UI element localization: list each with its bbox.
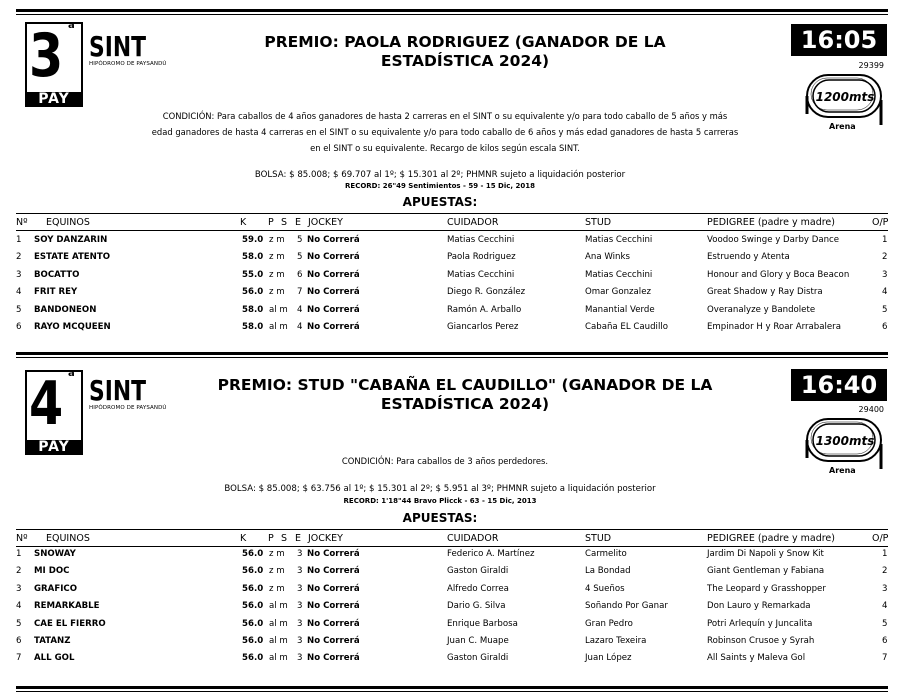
coat: al [269,601,277,612]
weight: 56.0 [242,287,264,298]
stud: Ana Winks [585,252,630,263]
sex: m [279,304,288,315]
coat: z [269,583,274,594]
horse-name: TATANZ [34,636,71,646]
post-position: 3 [882,269,888,280]
weight: 58.0 [242,304,264,315]
horse-name: BANDONEON [34,304,97,315]
horse-name: GRAFICO [34,583,78,594]
race-condition: CONDICIÓN: Para caballos de 3 años perdedores. [341,456,549,466]
age: 3 [297,653,303,664]
trainer: Enrique Barbosa [447,618,518,629]
age: 3 [297,601,303,612]
age: 3 [297,566,303,577]
entry-number: 2 [16,566,22,577]
horse-name: MI DOC [34,566,70,577]
jockey: No Correrá [307,653,360,664]
age: 5 [297,235,303,245]
weight: 56.0 [242,583,264,594]
stud: 4 Sueños [585,583,625,594]
race-ordinal: a [68,20,75,31]
race-number: 4 [29,369,64,439]
entry-number: 5 [16,304,22,315]
coat: z [269,252,274,263]
weight: 56.0 [242,653,264,664]
table-row [16,581,888,598]
trainer: Paola Rodriguez [447,252,516,263]
coat: z [269,235,274,245]
jockey: No Correrá [307,583,360,594]
weight: 55.0 [242,269,264,280]
stud: Omar Gonzalez [585,287,651,298]
purse-info: BOLSA: $ 85.008; $ 69.707 al 1º; $ 15.301 al 2º; PHMNR sujeto a liquidación posterior [254,170,626,180]
race-id: 29399 [858,61,884,70]
coat-sex [269,636,288,646]
entries-header: Nº EQUINOS K P S E JOCKEY CUIDADOR STUD PEDIGREE (padre y madre) O/P [16,217,889,228]
weight: 59.0 [242,235,264,245]
entry-number: 6 [16,322,22,332]
track-record: RECORD: 1'18"44 Bravo Plicck - 63 - 15 Dic, 2013 [343,497,537,505]
post-position: 6 [882,322,888,332]
coat: al [269,304,277,315]
trainer: Matias Cecchini [447,269,515,280]
stud: Cabaña EL Caudillo [585,322,668,332]
weight: 56.0 [242,636,264,646]
horse-name: ESTATE ATENTO [34,252,111,263]
pedigree: Don Lauro y Remarkada [707,601,811,612]
trainer: Juan C. Muape [447,636,509,646]
weight: 56.0 [242,566,264,577]
coat: z [269,566,274,577]
pedigree: Robinson Crusoe y Syrah [707,636,815,646]
trainer: Matias Cecchini [447,235,515,245]
pay-label: PAY [25,92,83,107]
trainer: Gaston Giraldi [447,566,509,577]
pedigree: Overanalyze y Bandolete [707,304,816,315]
sex: m [276,269,285,280]
horse-name: SNOWAY [34,549,76,559]
bottom-rule-thick [16,686,888,689]
post-position: 1 [882,235,888,245]
table-row [16,633,888,650]
pedigree: Potri Arlequín y Juncalita [707,618,813,629]
pedigree: The Leopard y Grasshopper [707,583,826,594]
sex: m [276,287,285,298]
stud: Carmelito [585,549,627,559]
bottom-rule-thin [16,691,888,692]
entry-number: 6 [16,636,22,646]
post-position: 7 [882,653,888,664]
race-title: PREMIO: STUD "CABAÑA EL CAUDILLO" (GANADOR DE LA ESTADÍSTICA 2024) [217,376,713,413]
sex: m [279,636,288,646]
pedigree: Honour and Glory y Boca Beacon [707,269,850,280]
post-position: 1 [882,549,888,559]
sint-logo: SINT HIPÓDROMO DE PAYSANDÚ [89,30,167,67]
sex: m [276,252,285,263]
coat: al [269,636,277,646]
weight: 56.0 [242,618,264,629]
entry-number: 7 [16,653,22,664]
distance-label: 1200mts [815,90,875,104]
post-position: 4 [882,287,888,298]
entry-number: 1 [16,235,22,245]
distance-label: 1300mts [815,434,875,448]
post-position: 6 [882,636,888,646]
weight: 58.0 [242,322,264,332]
sex: m [279,618,288,629]
stud: Matias Cecchini [585,235,653,245]
horse-name: ALL GOL [34,653,75,664]
jockey: No Correrá [307,636,360,646]
post-position: 4 [882,601,888,612]
bets-heading: APUESTAS: [402,195,478,209]
coat-sex [269,566,285,576]
post-position: 3 [882,583,888,594]
pedigree: Giant Gentleman y Fabiana [707,566,825,577]
stud: Juan López [585,653,632,664]
sex: m [279,322,288,332]
coat-sex [269,619,288,629]
surface-label: Arena [829,466,856,475]
entries-header: Nº EQUINOS K P S E JOCKEY CUIDADOR STUD PEDIGREE (padre y madre) O/P [16,533,889,544]
trainer: Dario G. Silva [447,601,506,612]
pedigree: Empinador H y Roar Arrabalera [707,322,841,332]
jockey: No Correrá [307,235,360,245]
sex: m [279,653,288,664]
table-row [16,563,888,580]
stud: Lazaro Texeira [585,636,647,646]
table-row [16,616,888,633]
stud: Gran Pedro [585,618,633,629]
trainer: Alfredo Correa [447,583,509,594]
jockey: No Correrá [307,287,360,298]
sint-logo: SINT HIPÓDROMO DE PAYSANDÚ [89,374,167,411]
coat: al [269,322,277,332]
coat-sex [269,584,285,594]
purse-info: BOLSA: $ 85.008; $ 63.756 al 1º; $ 15.301 al 2º; $ 5.951 al 3º; PHMNR sujeto a liquidación posterior [224,484,656,494]
coat: al [269,653,277,664]
horse-name: BOCATTO [34,269,80,280]
coat: al [269,618,277,629]
table-row [16,598,888,615]
trainer: Diego R. González [447,287,526,298]
coat: z [269,549,274,559]
pedigree: Voodoo Swinge y Darby Dance [707,235,840,245]
stud: Soñando Por Ganar [585,601,668,612]
entry-number: 5 [16,618,22,629]
entry-number: 1 [16,549,22,559]
post-position: 5 [882,304,888,315]
weight: 56.0 [242,549,264,559]
post-position: 2 [882,252,888,263]
sex: m [276,583,285,594]
age: 3 [297,549,303,559]
age: 5 [297,252,303,263]
race-id: 29400 [858,405,884,414]
age: 3 [297,618,303,629]
track-distance-icon [805,414,885,474]
track-record: RECORD: 26"49 Sentimientos - 59 - 15 Dic, 2018 [345,182,535,190]
stud: Manantial Verde [585,304,655,315]
coat-sex [269,601,288,611]
entry-number: 2 [16,252,22,263]
trainer: Giancarlos Perez [447,322,519,332]
sex: m [276,549,285,559]
weight: 56.0 [242,601,264,612]
horse-name: FRIT REY [34,287,78,298]
race-ordinal: a [68,368,75,379]
jockey: No Correrá [307,618,360,629]
trainer: Ramón A. Arballo [447,304,522,315]
race-number-badge [25,370,83,456]
pedigree: Estruendo y Atenta [707,252,790,263]
bets-heading: APUESTAS: [402,511,478,525]
trainer: Federico A. Martínez [447,549,535,559]
post-position: 2 [882,566,888,577]
pedigree: Jardim Di Napoli y Snow Kit [707,549,824,559]
horse-name: CAE EL FIERRO [34,618,106,629]
entry-number: 4 [16,287,22,298]
jockey: No Correrá [307,322,360,332]
entry-number: 3 [16,583,22,594]
coat-sex [269,653,288,663]
sex: m [276,566,285,577]
stud: La Bondad [585,566,631,577]
post-time: 16:40 [791,369,887,401]
race-number: 3 [29,21,64,91]
horse-name: REMARKABLE [34,601,100,612]
pedigree: All Saints y Maleva Gol [707,653,806,664]
surface-label: Arena [829,122,856,131]
trainer: Gaston Giraldi [447,653,509,664]
table-row [16,650,888,667]
age: 3 [297,583,303,594]
sex: m [276,235,285,245]
coat: z [269,287,274,298]
post-time: 16:05 [791,24,887,56]
entry-number: 3 [16,269,22,280]
age: 3 [297,636,303,646]
jockey: No Correrá [307,549,360,559]
post-position: 5 [882,618,888,629]
age: 6 [297,269,303,280]
age: 4 [297,322,303,332]
pay-label: PAY [25,440,83,455]
age: 7 [297,287,303,298]
jockey: No Correrá [307,269,360,280]
sex: m [279,601,288,612]
race-title: PREMIO: PAOLA RODRIGUEZ (GANADOR DE LA ESTADÍSTICA 2024) [264,33,666,70]
age: 4 [297,304,303,315]
jockey: No Correrá [307,252,360,263]
weight: 58.0 [242,252,264,263]
jockey: No Correrá [307,601,360,612]
coat-sex [269,549,285,559]
stud: Matias Cecchini [585,269,653,280]
horse-name: SOY DANZARIN [34,235,108,245]
race-condition: CONDICIÓN: Para caballos de 4 años ganadores de hasta 2 carreras en el SINT o su equivalente y/o para todo caballo de 5 años y más edad ganadores de hasta 4 carreras en el SINT o su equivalente y/o para todo caballo de 6 años y más edad ganadores de hasta 5 carreras en el SINT o su equivalente. Recargo de kilos según escala SINT. [151,111,739,153]
table-row [16,546,888,563]
jockey: No Correrá [307,566,360,577]
jockey: No Correrá [307,304,360,315]
entry-number: 4 [16,601,22,612]
coat: z [269,269,274,280]
pedigree: Great Shadow y Ray Distra [707,287,823,298]
horse-name: RAYO MCQUEEN [34,322,111,332]
